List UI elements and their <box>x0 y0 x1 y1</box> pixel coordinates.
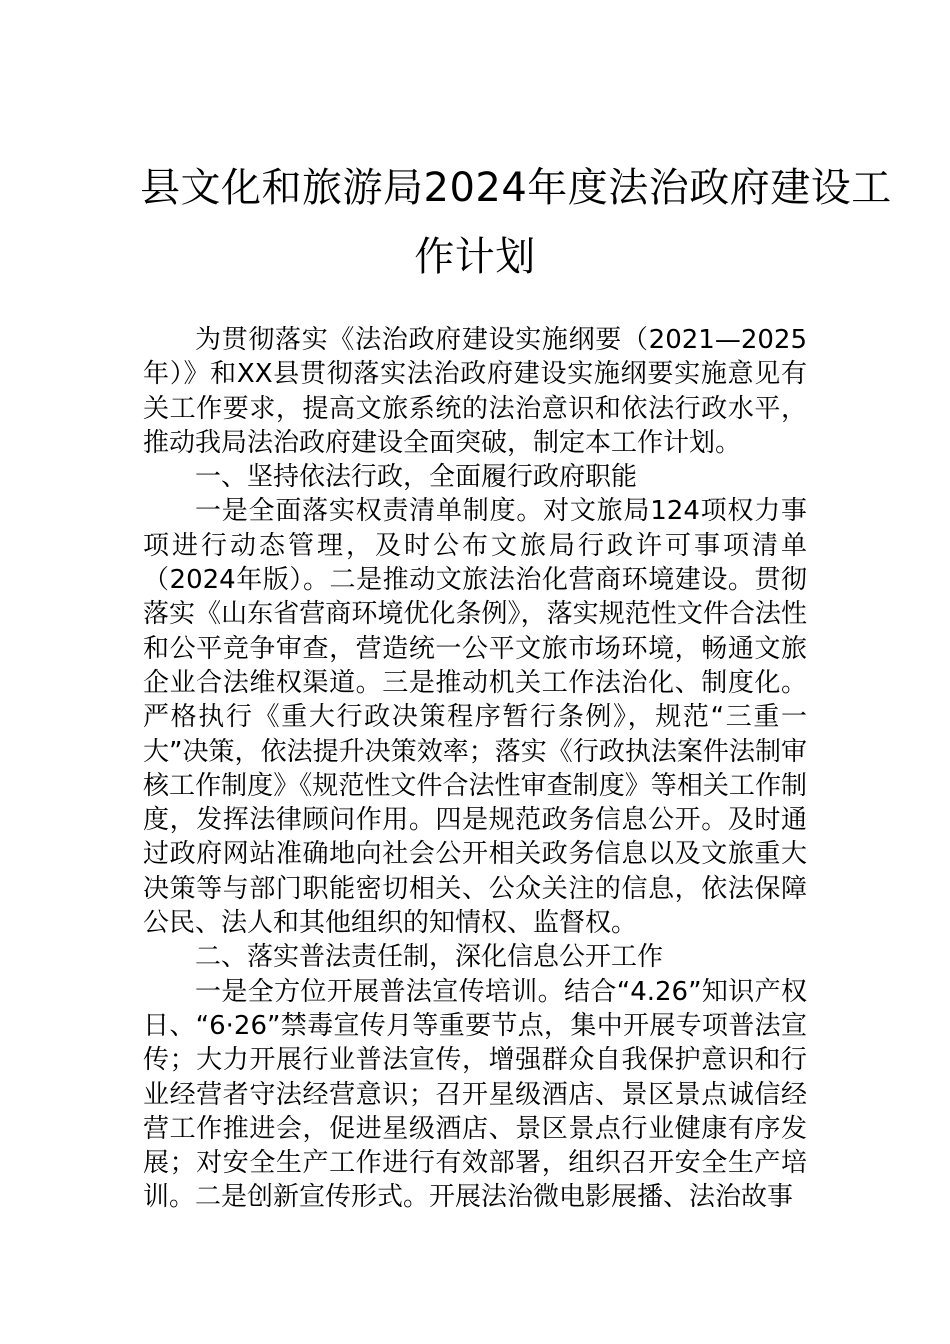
section-2-paragraph: 一是全方位开展普法宣传培训。结合“4.26”知识产权日、“6·26”禁毒宣传月等重要节点，集中开展专项普法宣传；大力开展行业普法宣传，增强群众自我保护意识和行业经营者守法经营意识；召开星级酒店、景区景点诚信经营工作推进会，促进星级酒店、景区景点行业健康有序发展；对安全生产工作进行有效部署，组织召开安全生产培训。二是创新宣传形式。开展法治微电影展播、法治故事 <box>143 976 807 1213</box>
intro-paragraph: 为贯彻落实《法治政府建设实施纲要（2021—2025年）》和XX县贯彻落实法治政府建设实施纲要实施意见有关工作要求，提高文旅系统的法治意识和依法行政水平，推动我局法治政府建设全面突破，制定本工作计划。 <box>143 325 807 458</box>
section-2-heading: 二、落实普法责任制，深化信息公开工作 <box>195 942 664 973</box>
section-1-paragraph: 一是全面落实权责清单制度。对文旅局124项权力事项进行动态管理，及时公布文旅局行政许可事项清单（2024年版）。二是推动文旅法治化营商环境建设。贯彻落实《山东省营商环境优化条例》，落实规范性文件合法性和公平竞争审查，营造统一公平文旅市场环境，畅通文旅企业合法维权渠道。三是推动机关工作法治化、制度化。严格执行《重大行政决策程序暂行条例》，规范“三重一大”决策，依法提升决策效率；落实《行政执法案件法制审核工作制度》《规范性文件合法性审查制度》等相关工作制度，发挥法律顾问作用。四是规范政务信息公开。及时通过政府网站准确地向社会公开相关政务信息以及文旅重大决策等与部门职能密切相关、公众关注的信息，依法保障公民、法人和其他组织的知情权、监督权。 <box>143 496 807 939</box>
document-title-line-1: 县文化和旅游局2024年度法治政府建设工 <box>140 165 892 211</box>
document-body <box>143 323 807 1215</box>
section-1-heading: 一、坚持依法行政，全面履行政府职能 <box>195 462 638 493</box>
document-title-line-2: 作计划 <box>414 234 536 280</box>
